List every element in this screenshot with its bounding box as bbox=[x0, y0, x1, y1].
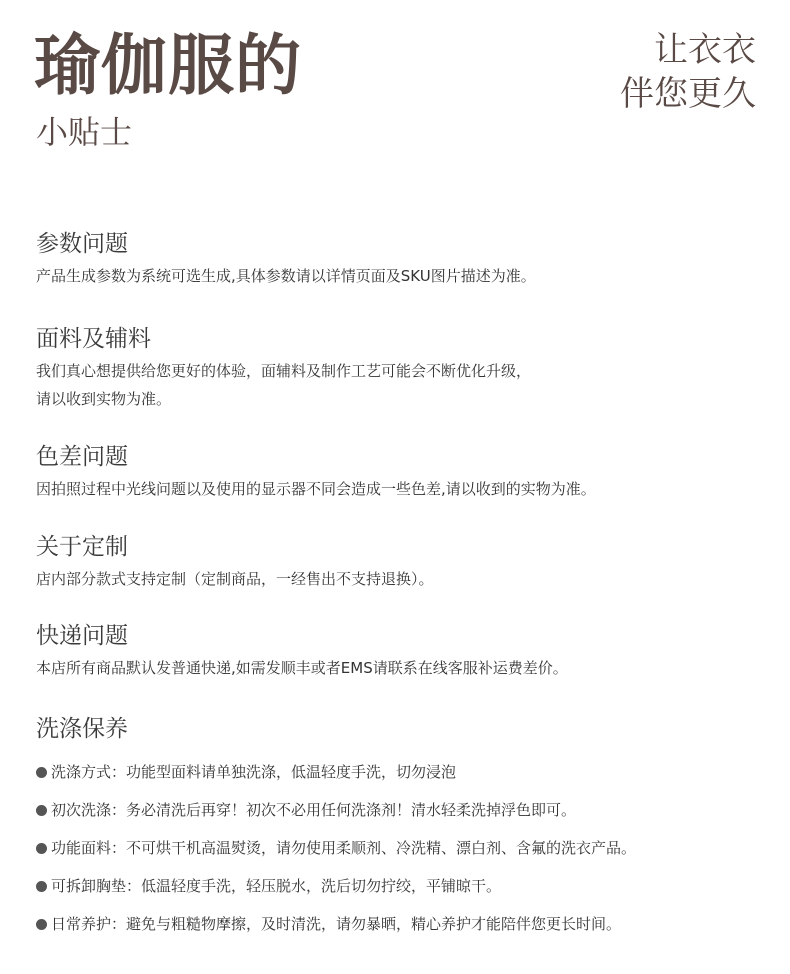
section-care bbox=[36, 713, 756, 943]
section-text-line: 我们真心想提供给您更好的体验，面辅料及制作工艺可能会不断优化升级， bbox=[36, 362, 532, 380]
bullet-dot-icon bbox=[36, 843, 47, 854]
section-text: 店内部分款式支持定制（定制商品，一经售出不支持退换）。 bbox=[36, 570, 434, 588]
section-text-line: 请以收到实物为准。 bbox=[36, 390, 172, 408]
section-fabric bbox=[36, 323, 756, 413]
section-title: 快递问题 bbox=[36, 623, 128, 649]
section-customization bbox=[36, 531, 756, 593]
care-item-text: 洗涤方式：功能型面料请单独洗涤，低温轻度手洗，切勿浸泡 bbox=[51, 763, 457, 781]
bullet-dot-icon bbox=[36, 805, 47, 816]
slogan-line: 伴您更久 bbox=[620, 74, 756, 114]
section-title: 关于定制 bbox=[36, 534, 128, 560]
section-text: 产品生成参数为系统可选生成,具体参数请以详情页面及SKU图片描述为准。 bbox=[36, 267, 536, 285]
list-item bbox=[36, 905, 756, 943]
page-subtitle: 小贴士 bbox=[36, 113, 133, 151]
section-title: 参数问题 bbox=[36, 231, 128, 257]
section-parameters bbox=[36, 228, 756, 290]
section-title: 面料及辅料 bbox=[36, 326, 151, 352]
section-title: 洗涤保养 bbox=[36, 716, 128, 742]
care-item-text: 可拆卸胸垫：低温轻度手洗，轻压脱水，洗后切勿拧绞，平铺晾干。 bbox=[51, 877, 502, 895]
bullet-dot-icon bbox=[36, 881, 47, 892]
bullet-dot-icon bbox=[36, 919, 47, 930]
slogan bbox=[620, 28, 756, 116]
section-text: 因拍照过程中光线问题以及使用的显示器不同会造成一些色差,请以收到的实物为准。 bbox=[36, 480, 596, 498]
section-color-difference bbox=[36, 441, 756, 503]
list-item bbox=[36, 867, 756, 905]
list-item bbox=[36, 791, 756, 829]
section-shipping bbox=[36, 620, 756, 682]
care-item-text: 日常养护：避免与粗糙物摩擦，及时清洗，请勿暴晒，精心养护才能陪伴您更长时间。 bbox=[51, 915, 622, 933]
list-item bbox=[36, 829, 756, 867]
care-item-text: 功能面料：不可烘干机高温熨烫，请勿使用柔顺剂、冷洗精、漂白剂、含氟的洗衣产品。 bbox=[51, 839, 637, 857]
care-list bbox=[36, 753, 756, 943]
bullet-dot-icon bbox=[36, 767, 47, 778]
section-text bbox=[36, 357, 756, 413]
slogan-line: 让衣衣 bbox=[654, 30, 756, 70]
list-item bbox=[36, 753, 756, 791]
section-text: 本店所有商品默认发普通快递,如需发顺丰或者EMS请联系在线客服补运费差价。 bbox=[36, 659, 568, 677]
care-item-text: 初次洗涤：务必清洗后再穿！初次不必用任何洗涤剂！清水轻柔洗掉浮色即可。 bbox=[51, 801, 577, 819]
page-title: 瑜伽服的 bbox=[34, 27, 302, 104]
section-title: 色差问题 bbox=[36, 444, 128, 470]
